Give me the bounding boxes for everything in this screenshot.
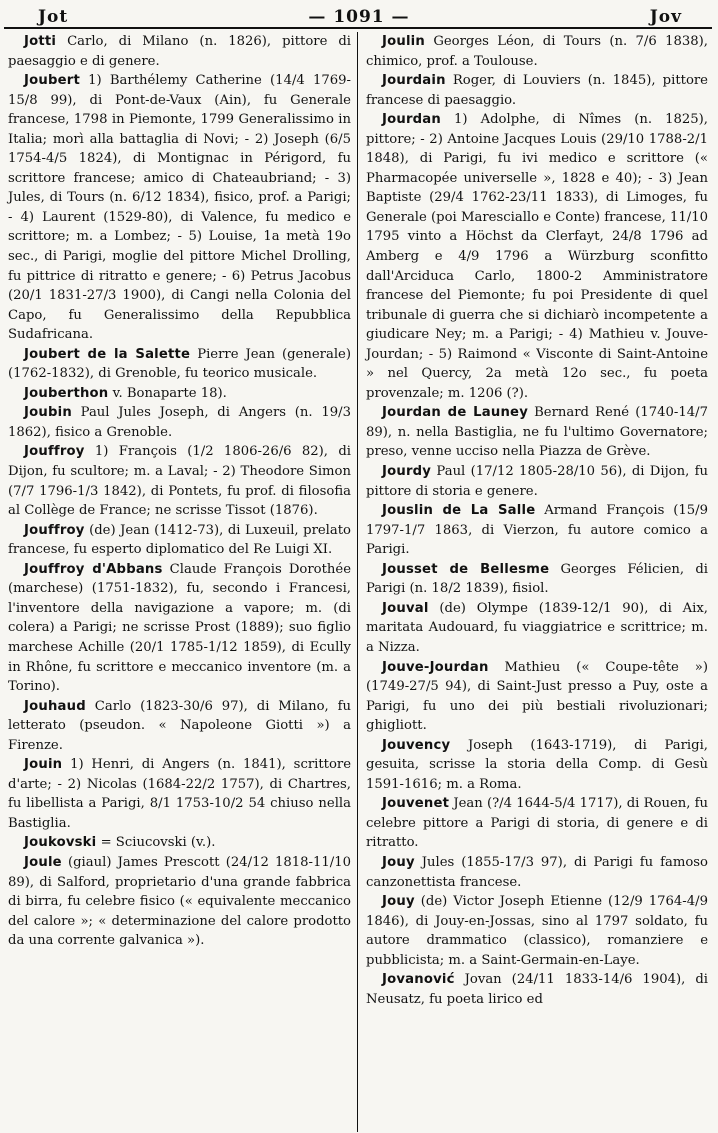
entry	[8, 560, 351, 697]
entry-text: Jovan (24/11 1833-14/6 1904), di Neusatz, fu poeta lirico ed	[366, 972, 708, 1007]
entry-text: Jean (?/4 1644-5/4 1717), di Rouen, fu celebre pittore a Parigi di storia, di genere e di ritratto.	[366, 796, 709, 851]
entry	[8, 384, 351, 404]
entry-headword: Jouffroy	[24, 444, 85, 460]
entry-text: Bernard René (1740-14/7 89), n. nella Bastiglia, ne fu l'ultimo Governatore; preso, venne ucciso nella Piazza de Grève.	[366, 405, 708, 460]
entry-text: Claude François Dorothée (marchese) (1751-1832), fu, secondo i Francesi, l'inventore della navigazione a vapore; m. (di colera) a Parigi; ne scrisse Prost (1889); suo figlio marchese Achille (20/1 1785-1/12 1859), di Ecully in Rhône, fu scrittore e meccanico inventore (m. a Torino).	[8, 561, 352, 695]
entry-text: Carlo, di Milano (n. 1826), pittore di paesaggio e di genere.	[8, 34, 351, 69]
entry	[366, 32, 708, 71]
entry-text: Jules (1855-17/3 97), di Parigi fu famoso canzonettista francese.	[366, 854, 708, 890]
entry-headword: Jovanović	[382, 972, 455, 988]
entry	[366, 736, 708, 795]
entry-text: 1) Barthélemy Catherine (14/4 1769-15/8 99), di Pont-de-Vaux (Ain), fu Generale francese, 1798 in Piemonte, 1799 Generalissimo in Italia; morì alla battaglia di Novi; - 2) Joseph (6/5 1754-4/5 1824), di Montignac in Périgord, fu scrittore francese; amico di Chateaubriand; - 3) Jules, di Tours (n. 6/12 1834), fisico, prof. a Parigi; - 4) Laurent (1529-80), di Valence, fu medico e scrittore; m. a Lombez; - 5) Louise, 1a metà 19o sec., di Parigi, moglie del pittore Michel Drolling, fu pittrice di ritratto e genere; - 6) Petrus Jacobus (20/1 1831-27/3 1900), di Cangi nella Colonia del Capo, fu Generalissimo della Repubblica Sudafricana.	[8, 73, 351, 343]
entry-text: Joseph (1643-1719), di Parigi, gesuita, scrisse la storia della Comp. di Gesù 1591-1616; m. a Roma.	[366, 737, 708, 792]
columns	[4, 32, 712, 1132]
entry-headword: Joule	[24, 854, 62, 870]
entry-text: Paul (17/12 1805-28/10 56), di Dijon, fu pittore di storia e genere.	[366, 464, 708, 499]
entry	[8, 71, 351, 345]
entry	[8, 755, 351, 833]
entry-headword: Jouval	[382, 600, 429, 616]
entry-headword: Jourdain	[382, 73, 446, 89]
entry-headword: Jourdan	[382, 112, 441, 128]
entry-text: Pierre Jean (generale) (1762-1832), di Grenoble, fu teorico musicale.	[8, 346, 351, 382]
entry	[366, 71, 708, 110]
entry-text: (de) Olympe (1839-12/1 90), di Aix, maritata Audouard, fu viaggiatrice e scrittrice; m. a Nizza.	[366, 600, 708, 655]
entry-text: (de) Jean (1412-73), di Luxeuil, prelato francese, fu esperto diplomatico del Re Luigi XI.	[8, 522, 351, 558]
entry-headword: Jouvency	[382, 737, 451, 753]
entry	[366, 794, 708, 853]
entry-headword: Jouy	[382, 854, 415, 870]
entry-headword: Jouy	[382, 894, 415, 910]
entry	[366, 970, 708, 1009]
entry-headword: Jouin	[24, 757, 63, 773]
entry	[8, 32, 351, 71]
entry	[366, 892, 708, 970]
entry	[8, 697, 351, 756]
entry	[8, 521, 351, 560]
entry-text: (giaul) James Prescott (24/12 1818-11/10 89), di Salford, proprietario d'una grande fabbrica di birra, fu celebre fisico (« equivalente meccanico del calore »; « determinazione del calore prodotto da una corrente galvanica »).	[8, 854, 351, 949]
entry-headword: Jouffroy	[24, 522, 85, 538]
entry-text: v. Bonaparte 18).	[108, 385, 227, 401]
entry-headword: Jotti	[24, 34, 57, 49]
left-column	[4, 32, 358, 1132]
entry-text: Roger, di Louviers (n. 1845), pittore francese di paesaggio.	[366, 73, 708, 108]
entry-text: Mathieu (« Coupe-tête ») (1749-27/5 94), di Saint-Just presso a Puy, oste a Parigi, fu uno dei più bestiali rivoluzionari; ghigliott.	[366, 659, 708, 734]
entry-text: 1) Henri, di Angers (n. 1841), scrittore d'arte; - 2) Nicolas (1684-22/2 1757), di Chartres, fu libellista a Parigi, 8/1 1753-10/2 54 chiuso nella Bastiglia.	[8, 757, 351, 831]
entry-headword: Jouhaud	[24, 698, 86, 714]
page-number: — 1091 —	[308, 7, 410, 27]
entry-text: Georges Léon, di Tours (n. 7/6 1838), chimico, prof. a Toulouse.	[366, 34, 708, 69]
entry-headword: Joulin	[382, 34, 425, 49]
entry	[366, 403, 708, 462]
entry-headword: Jouvenet	[382, 796, 450, 812]
entry	[366, 658, 708, 736]
entry	[366, 501, 708, 560]
entry	[366, 599, 708, 658]
entry-headword: Jousset de Bellesme	[382, 561, 550, 577]
entry	[8, 345, 351, 384]
entry-text: Georges Félicien, di Parigi (n. 18/2 1839), fisiol.	[366, 561, 709, 597]
entry	[366, 462, 708, 501]
entry	[366, 110, 708, 403]
entry-headword: Jourdy	[382, 464, 432, 480]
entry-headword: Joubert de la Salette	[24, 346, 191, 362]
entry-headword: Joubin	[24, 405, 72, 421]
entry	[8, 853, 351, 951]
entry-headword: Jouslin de La Salle	[382, 503, 536, 519]
entry-text: (de) Victor Joseph Etienne (12/9 1764-4/9 1846), di Jouy-en-Jossas, sino al 1797 soldato, fu autore drammatico (classico), romanziere e pubblicista; m. a Saint-Germain-en-Laye.	[366, 894, 708, 968]
entry-headword: Joukovski	[24, 835, 97, 851]
entry-text: = Sciucovski (v.).	[96, 835, 216, 851]
page-header	[4, 0, 712, 29]
entry-headword: Jouffroy d'Abbans	[24, 561, 163, 577]
entry-text: Carlo (1823-30/6 97), di Milano, fu letterato (pseudon. « Napoleone Giotti ») a Firenze.	[8, 698, 351, 753]
right-column	[358, 32, 712, 1132]
entry	[8, 403, 351, 442]
header-right-word: Jov	[649, 7, 682, 27]
entry-text: 1) François (1/2 1806-26/6 82), di Dijon, fu scultore; m. a Laval; - 2) Theodore Simon (7/7 1796-1/3 1842), di Pontets, fu prof. di filosofia al Collège de France; ne scrisse Tissot (1876).	[8, 444, 351, 519]
entry-headword: Jourdan de Launey	[382, 405, 528, 421]
entry	[8, 833, 351, 853]
entry-headword: Jouberthon	[24, 385, 109, 401]
entry-headword: Joubert	[24, 73, 80, 89]
entry	[366, 853, 708, 892]
entry	[8, 442, 351, 520]
entry-headword: Jouve-Jourdan	[382, 659, 489, 675]
header-left-word: Jot	[38, 7, 69, 27]
entry	[366, 560, 708, 599]
entry-text: Paul Jules Joseph, di Angers (n. 19/3 1862), fisico a Grenoble.	[8, 405, 351, 440]
entry-text: 1) Adolphe, di Nîmes (n. 1825), pittore; - 2) Antoine Jacques Louis (29/10 1788-2/1 1848), di Parigi, fu ivi medico e scrittore (« Pharmacopée universelle », 1828 e 40); - 3) Jean Baptiste (29/4 1762-23/11 1833), di Limoges, fu Generale (poi Maresciallo e Conte) francese, 11/10 1795 vinto a Höchst da Clerfayt, 24/8 1796 ad Amberg e 4/9 1796 a Würzburg sconfitto dall'Arciduca Carlo, 1800-2 Amministratore francese del Piemonte; fu poi Presidente di quel tribunale di guerra che si dichiarò incompetente a giudicare Ney; m. a Parigi; - 4) Mathieu v. Jouve-Jourdan; - 5) Raimond « Visconte di Saint-Antoine » nel Quercy, 2a metà 12o sec., fu poeta provenzale; m. 1206 (?).	[366, 112, 708, 401]
entry-text: Armand François (15/9 1797-1/7 1863, di Vierzon, fu autore comico a Parigi.	[366, 503, 708, 558]
